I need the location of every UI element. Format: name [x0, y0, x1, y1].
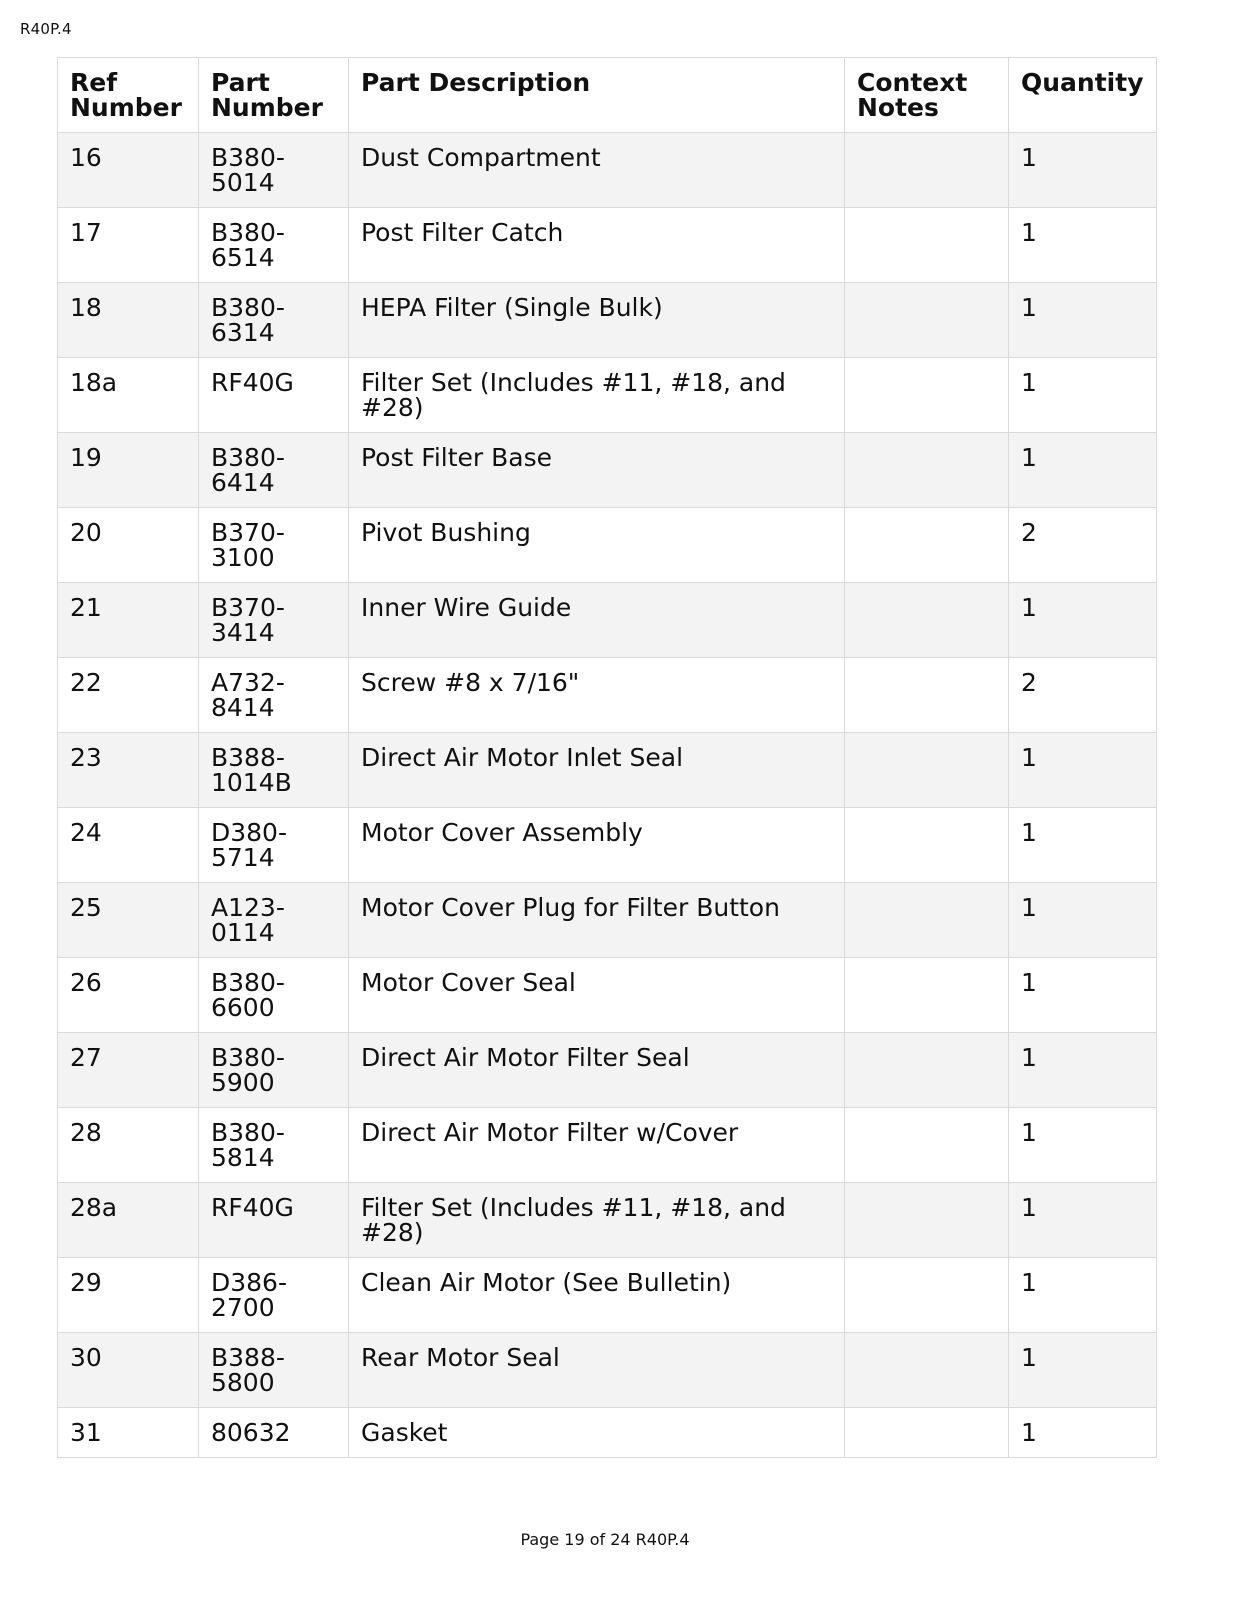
cell-quantity: 1: [1009, 358, 1157, 433]
table-row: [58, 733, 1157, 808]
cell-context-notes: [845, 883, 1009, 958]
cell-part-description: Motor Cover Assembly: [349, 808, 845, 883]
cell-part-number: RF40G: [199, 358, 349, 433]
cell-part-number: B380-6314: [199, 283, 349, 358]
cell-quantity: 1: [1009, 283, 1157, 358]
cell-quantity: 1: [1009, 808, 1157, 883]
cell-quantity: 1: [1009, 1108, 1157, 1183]
cell-quantity: 1: [1009, 133, 1157, 208]
cell-context-notes: [845, 1333, 1009, 1408]
cell-part-number: D380-5714: [199, 808, 349, 883]
cell-ref-number: 31: [58, 1408, 199, 1458]
header-ref-number: Ref Number: [58, 58, 199, 133]
cell-part-number: A732-8414: [199, 658, 349, 733]
cell-quantity: 1: [1009, 208, 1157, 283]
cell-part-number: D386-2700: [199, 1258, 349, 1333]
cell-part-number: B388-5800: [199, 1333, 349, 1408]
header-part-description: Part Description: [349, 58, 845, 133]
cell-part-description: Gasket: [349, 1408, 845, 1458]
cell-ref-number: 24: [58, 808, 199, 883]
cell-ref-number: 18a: [58, 358, 199, 433]
cell-context-notes: [845, 1183, 1009, 1258]
cell-context-notes: [845, 1408, 1009, 1458]
cell-part-description: Rear Motor Seal: [349, 1333, 845, 1408]
cell-ref-number: 18: [58, 283, 199, 358]
table-header-row: [58, 58, 1157, 133]
cell-quantity: 1: [1009, 1033, 1157, 1108]
cell-part-description: Post Filter Base: [349, 433, 845, 508]
cell-quantity: 1: [1009, 1408, 1157, 1458]
table-row: [58, 1258, 1157, 1333]
cell-part-number: B380-5814: [199, 1108, 349, 1183]
cell-context-notes: [845, 733, 1009, 808]
cell-quantity: 1: [1009, 433, 1157, 508]
table-row: [58, 883, 1157, 958]
cell-part-description: Motor Cover Plug for Filter Button: [349, 883, 845, 958]
cell-part-number: B380-6414: [199, 433, 349, 508]
cell-part-description: Pivot Bushing: [349, 508, 845, 583]
table-row: [58, 958, 1157, 1033]
cell-ref-number: 26: [58, 958, 199, 1033]
cell-part-description: Direct Air Motor Filter w/Cover: [349, 1108, 845, 1183]
cell-part-number: B388-1014B: [199, 733, 349, 808]
cell-context-notes: [845, 433, 1009, 508]
cell-quantity: 1: [1009, 883, 1157, 958]
cell-ref-number: 29: [58, 1258, 199, 1333]
cell-quantity: 1: [1009, 1333, 1157, 1408]
cell-part-number: B380-5900: [199, 1033, 349, 1108]
cell-context-notes: [845, 1033, 1009, 1108]
cell-quantity: 1: [1009, 1183, 1157, 1258]
table-row: [58, 583, 1157, 658]
cell-context-notes: [845, 1108, 1009, 1183]
header-context-notes: Context Notes: [845, 58, 1009, 133]
cell-ref-number: 30: [58, 1333, 199, 1408]
table-row: [58, 808, 1157, 883]
cell-part-description: Clean Air Motor (See Bulletin): [349, 1258, 845, 1333]
cell-part-number: B370-3100: [199, 508, 349, 583]
cell-part-description: Screw #8 x 7/16": [349, 658, 845, 733]
cell-quantity: 2: [1009, 658, 1157, 733]
table-row: [58, 1183, 1157, 1258]
header-part-number: Part Number: [199, 58, 349, 133]
table-row: [58, 433, 1157, 508]
page-footer: Page 19 of 24 R40P.4: [520, 1530, 690, 1549]
table-row: [58, 1033, 1157, 1108]
cell-quantity: 1: [1009, 1258, 1157, 1333]
cell-part-number: 80632: [199, 1408, 349, 1458]
cell-quantity: 1: [1009, 583, 1157, 658]
cell-context-notes: [845, 808, 1009, 883]
cell-part-description: Direct Air Motor Inlet Seal: [349, 733, 845, 808]
cell-ref-number: 16: [58, 133, 199, 208]
cell-part-description: HEPA Filter (Single Bulk): [349, 283, 845, 358]
cell-context-notes: [845, 658, 1009, 733]
cell-part-description: Filter Set (Includes #11, #18, and #28): [349, 358, 845, 433]
table-row: [58, 658, 1157, 733]
cell-part-description: Direct Air Motor Filter Seal: [349, 1033, 845, 1108]
cell-part-number: RF40G: [199, 1183, 349, 1258]
cell-part-number: B380-6514: [199, 208, 349, 283]
table-row: [58, 133, 1157, 208]
cell-ref-number: 27: [58, 1033, 199, 1108]
cell-context-notes: [845, 358, 1009, 433]
cell-context-notes: [845, 133, 1009, 208]
cell-quantity: 1: [1009, 958, 1157, 1033]
table-row: [58, 283, 1157, 358]
cell-part-description: Post Filter Catch: [349, 208, 845, 283]
parts-table: [57, 57, 1157, 1458]
cell-context-notes: [845, 208, 1009, 283]
cell-part-number: B370-3414: [199, 583, 349, 658]
cell-part-number: A123-0114: [199, 883, 349, 958]
cell-part-description: Inner Wire Guide: [349, 583, 845, 658]
table-row: [58, 208, 1157, 283]
cell-context-notes: [845, 1258, 1009, 1333]
cell-ref-number: 21: [58, 583, 199, 658]
cell-ref-number: 20: [58, 508, 199, 583]
cell-part-description: Filter Set (Includes #11, #18, and #28): [349, 1183, 845, 1258]
cell-part-number: B380-5014: [199, 133, 349, 208]
cell-part-number: B380-6600: [199, 958, 349, 1033]
header-quantity: Quantity: [1009, 58, 1157, 133]
document-id: R40P.4: [20, 20, 72, 38]
cell-ref-number: 28: [58, 1108, 199, 1183]
cell-ref-number: 22: [58, 658, 199, 733]
cell-part-description: Dust Compartment: [349, 133, 845, 208]
table-row: [58, 508, 1157, 583]
cell-context-notes: [845, 508, 1009, 583]
cell-ref-number: 28a: [58, 1183, 199, 1258]
cell-ref-number: 19: [58, 433, 199, 508]
table-row: [58, 358, 1157, 433]
cell-ref-number: 23: [58, 733, 199, 808]
cell-ref-number: 25: [58, 883, 199, 958]
table-row: [58, 1108, 1157, 1183]
cell-ref-number: 17: [58, 208, 199, 283]
table-row: [58, 1408, 1157, 1458]
cell-part-description: Motor Cover Seal: [349, 958, 845, 1033]
cell-context-notes: [845, 283, 1009, 358]
cell-quantity: 2: [1009, 508, 1157, 583]
table-row: [58, 1333, 1157, 1408]
cell-quantity: 1: [1009, 733, 1157, 808]
cell-context-notes: [845, 583, 1009, 658]
cell-context-notes: [845, 958, 1009, 1033]
